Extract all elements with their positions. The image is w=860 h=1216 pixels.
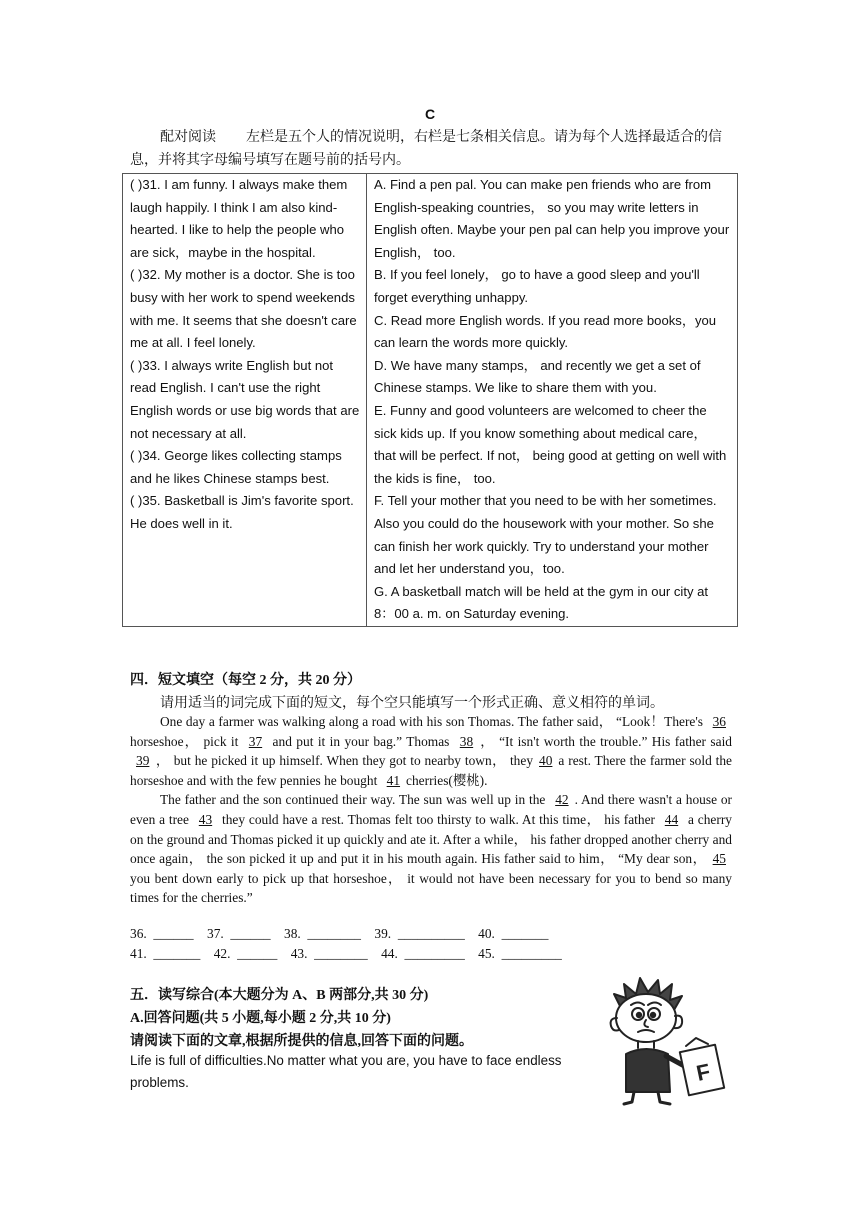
blank-42: 42: [555, 792, 569, 808]
answer-lines: [130, 924, 732, 963]
matching-instruction: 左栏是五个人的情况说明，右栏是七条相关信息。请为每个人选择最适合的信息，并将其字母编号填写在题号前的括号内。: [130, 130, 722, 168]
matching-table: [122, 173, 738, 627]
reading-paragraph: Life is full of difficulties.No matter what you are, you have to face endless problems.: [130, 1053, 562, 1090]
info-b: B. If you feel lonely， go to have a good sleep and you'll forget everything unhappy.: [374, 267, 700, 305]
cloze-paragraph-2: The father and the son continued their way. The sun was well up in the 42 . And there wasn't a house or even a tree 43 they could have a rest. Thomas felt too thirsty to walk. At this time， his father 44 a cherry on the ground and Thomas picked it up quickly and ate it. After a while， his father dropped another cherry and once again， the son picked it up and put it in his mouth again. His father said to him， “My dear son， 45 you bent down early to pick up that horseshoe， it would not have been necessary for you to bend so many times for the cherries.”: [130, 792, 732, 906]
blank-41: 41: [386, 772, 401, 788]
person-34: ( )34. George likes collecting stamps and he likes Chinese stamps best.: [130, 448, 342, 486]
info-f: F. Tell your mother that you need to be with her sometimes. Also you could do the housework with your mother. So she can finish her work quickly. Try to understand your mother and let her understand you，too.: [374, 493, 717, 577]
info-column: [367, 174, 738, 627]
blank-36: 36: [712, 714, 726, 729]
section-4-title: 四．短文填空（每空 2 分，共 20 分）: [130, 673, 361, 688]
cloze-paragraph-1: One day a farmer was walking along a road with his son Thomas. The father said， “Look！There's 36 horseshoe， pick it 37 and put it in your bag.” Thomas 38 ， “It isn't worth the trouble.” His father said 39 ， but he picked it up himself. When they got to nearby town， they 40 a rest. There the farmer sold the horseshoe and with the few pennies he bought 41 cherries(樱桃).: [130, 714, 732, 788]
blank-38: 38: [459, 733, 474, 749]
part-a-instruction: 请阅读下面的文章,根据所提供的信息,回答下面的问题。: [130, 1034, 473, 1049]
info-d: D. We have many stamps， and recently we get a set of Chinese stamps. We like to share them with you.: [374, 357, 701, 396]
blank-44: 44: [664, 811, 679, 827]
person-33: ( )33. I always write English but not read English. I can't use the right English words or use big words that are not necessary at all.: [130, 357, 360, 441]
answer-row-1[interactable]: 36. ______ 37. ______ 38. ________ 39. __________ 40. _______: [130, 926, 549, 941]
people-column: [123, 174, 367, 627]
matching-label: 配对阅读: [160, 130, 216, 145]
person-35: ( )35. Basketball is Jim's favorite sport. He does well in it.: [130, 493, 354, 531]
blank-39: 39: [136, 753, 150, 769]
blank-37: 37: [248, 733, 263, 749]
person-32: ( )32. My mother is a doctor. She is too busy with her work to spend weekends with me. It seems that she doesn't care me at all. I feel lonely.: [130, 267, 357, 351]
section-4-instruction: 请用适当的词完成下面的短文，每个空只能填写一个形式正确、意义相符的单词。: [160, 696, 664, 711]
section-5-title: 五．读写综合(本大题分为 A、B 两部分,共 30 分): [130, 988, 429, 1003]
blank-45: 45: [712, 851, 726, 867]
section-c-title: C: [424, 106, 436, 122]
info-g: G. A basketball match will be held at the gym in our city at 8：00 a. m. on Saturday evening.: [374, 583, 709, 622]
cloze-passage: [130, 712, 732, 908]
matching-intro: [130, 126, 732, 172]
info-c: C. Read more English words. If you read more books，you can learn the words more quickly.: [374, 312, 717, 351]
sign-letter: F: [694, 1058, 713, 1086]
boy-holding-f-grade-illustration: [600, 972, 730, 1108]
answer-row-2[interactable]: 41. _______ 42. ______ 43. ________ 44. _________ 45. _________: [130, 945, 562, 961]
info-a: A. Find a pen pal. You can make pen friends who are from English-speaking countries， so you may write letters in English often. Maybe your pen pal can help you improve your English， too.: [374, 177, 730, 260]
blank-43: 43: [198, 811, 213, 827]
part-a-title: A.回答问题(共 5 小题,每小题 2 分,共 10 分): [130, 1011, 391, 1026]
info-e: E. Funny and good volunteers are welcomed to cheer the sick kids up. If you know something about medical care， that will be perfect. If not， being good at getting on well with the kids is fine， too.: [374, 402, 727, 486]
blank-40: 40: [539, 753, 553, 769]
person-31: ( )31. I am funny. I always make them laugh happily. I think I am also kind-hearted. I like to help the people who are sick，maybe in the hospital.: [130, 177, 348, 260]
